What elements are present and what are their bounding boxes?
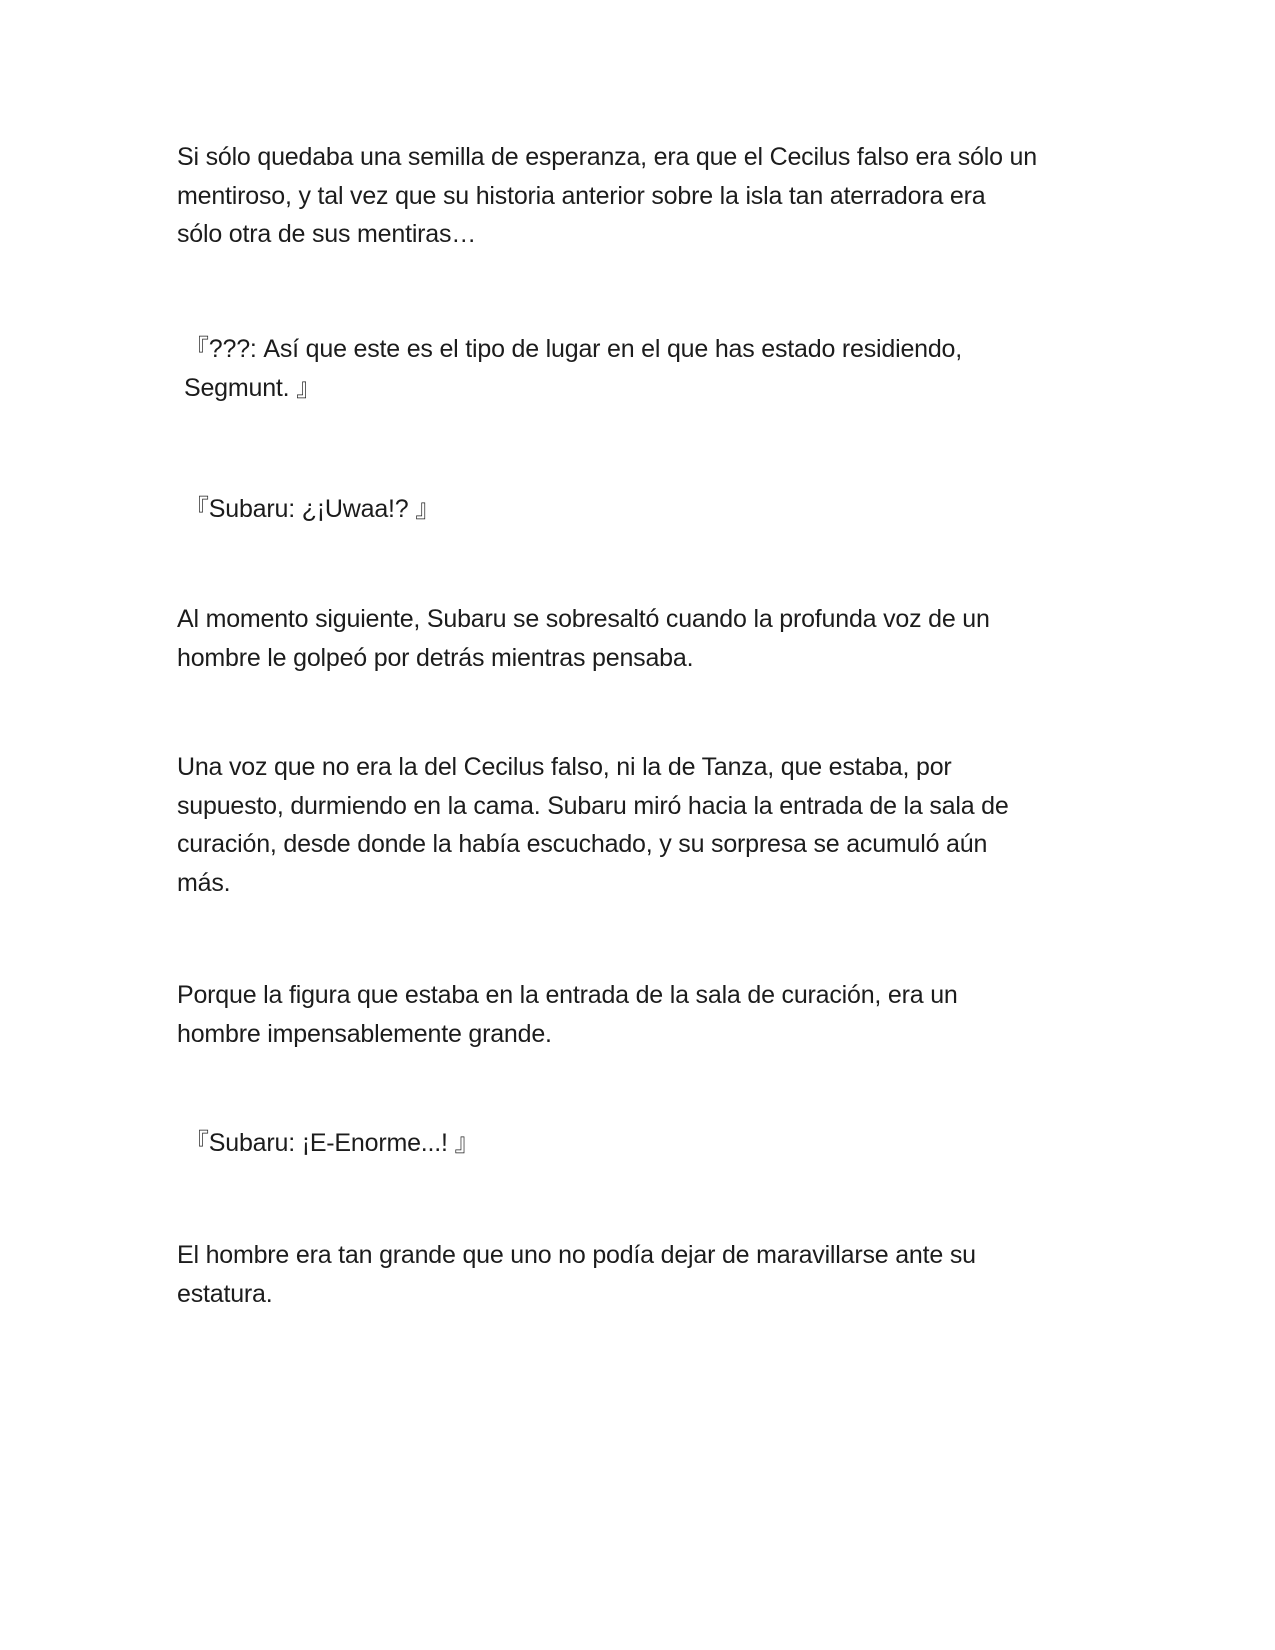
text-line: El hombre era tan grande que uno no podía dejar de maravillarse ante su [177, 1241, 976, 1269]
paragraph-narration-4 [177, 976, 1117, 1053]
paragraph-dialogue-1 [184, 330, 1124, 407]
text-line: curación, desde donde la había escuchado, y su sorpresa se acumuló aún [177, 830, 988, 858]
text-line: Al momento siguiente, Subaru se sobresaltó cuando la profunda voz de un [177, 605, 990, 633]
text-line: 『???: Así que este es el tipo de lugar en el que has estado residiendo, [184, 335, 962, 363]
text-line: 『Subaru: ¿¡Uwaa!? 』 [184, 495, 441, 523]
paragraph-narration-5 [177, 1236, 1117, 1313]
paragraph-narration-2 [177, 600, 1117, 677]
text-line: Si sólo quedaba una semilla de esperanza, era que el Cecilus falso era sólo un [177, 143, 1037, 171]
text-line: supuesto, durmiendo en la cama. Subaru miró hacia la entrada de la sala de [177, 791, 1009, 820]
text-line: estatura. [177, 1279, 273, 1308]
paragraph-narration-3 [177, 748, 1117, 902]
text-line: hombre le golpeó por detrás mientras pensaba. [177, 643, 694, 672]
text-line: Una voz que no era la del Cecilus falso, ni la de Tanza, que estaba, por [177, 753, 952, 781]
text-line: mentiroso, y tal vez que su historia anterior sobre la isla tan aterradora era [177, 181, 986, 210]
text-line: 『Subaru: ¡E-Enorme...! 』 [184, 1129, 480, 1157]
paragraph-dialogue-3 [184, 1124, 1124, 1163]
text-line: más. [177, 868, 231, 897]
text-line: Porque la figura que estaba en la entrada de la sala de curación, era un [177, 981, 958, 1009]
paragraph-narration-1 [177, 138, 1117, 254]
paragraph-dialogue-2 [184, 490, 1124, 529]
text-line: hombre impensablemente grande. [177, 1019, 552, 1048]
text-line: sólo otra de sus mentiras… [177, 220, 477, 248]
text-line: Segmunt. 』 [184, 373, 321, 402]
